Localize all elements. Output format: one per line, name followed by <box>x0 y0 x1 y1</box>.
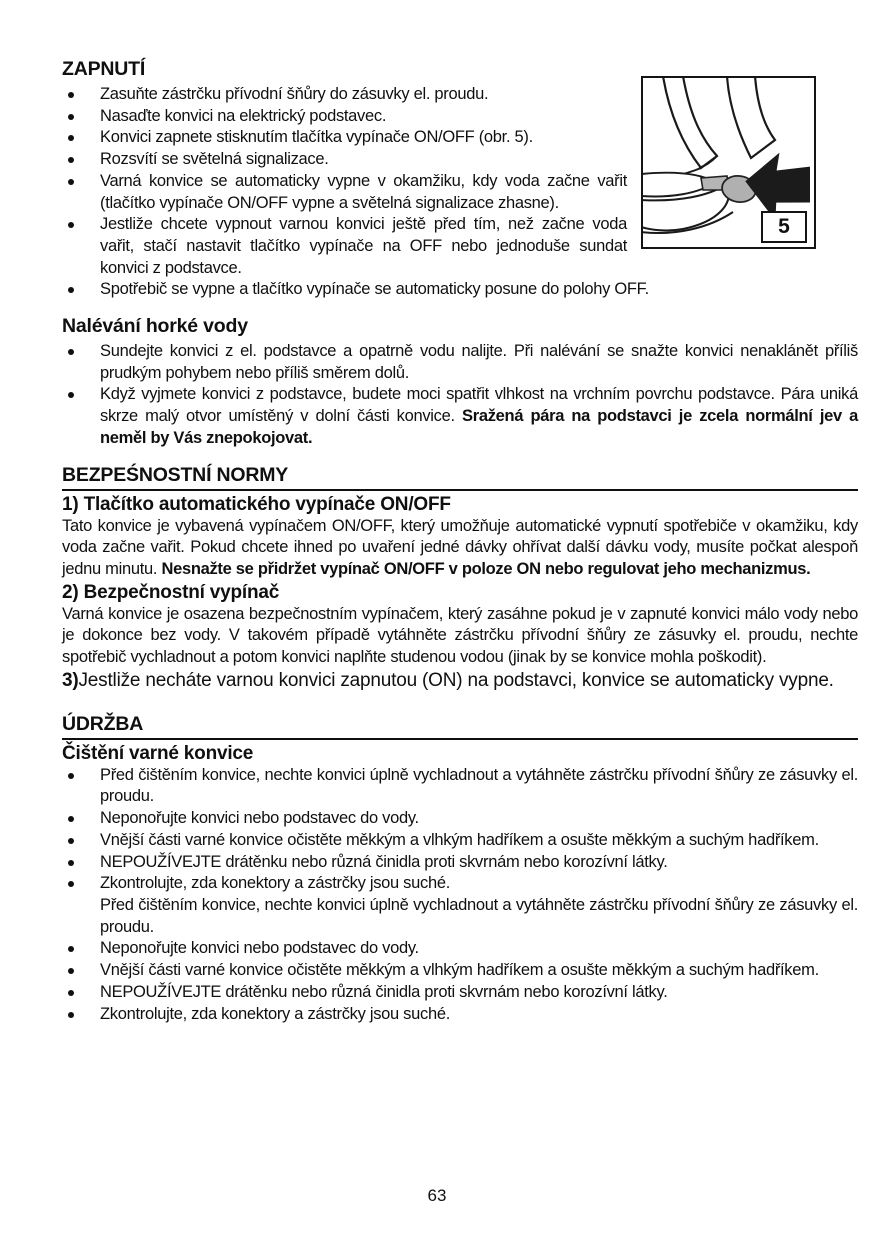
section-nalevani <box>62 315 858 450</box>
emphasized-warning: Nesnažte se přidržet vypínač ON/OFF v poloze ON nebo regulovat jeho mechanizmus. <box>161 559 811 578</box>
section-heading-normy: BEZPEŚNOSTNÍ NORMY <box>62 464 858 491</box>
list-item: Spotřebič se vypne a tlačítko vypínače se automaticky posune do polohy OFF. <box>100 279 858 301</box>
bullet-dot-icon <box>68 1012 74 1018</box>
bullet-dot-icon <box>68 287 74 293</box>
list-item: Rozsvítí se světelná signalizace. <box>100 149 858 171</box>
list-item: Když vyjmete konvici z podstavce, budete moci spatřit vlhkost na vrchním povrchu podstavce. Pára uniká skrze malý otvor umístěný v dolní části konvice. Sražená pára na podstavci je zcela normální jev a neměl by Vás znepokojovat. <box>100 384 858 449</box>
udrzba-list <box>62 765 858 1025</box>
list-item: Před čištěním konvice, nechte konvici úplně vychladnout a vytáhněte zástrčku přívodní šňůry ze zásuvky el. proudu. <box>100 765 858 808</box>
section-heading-zapnuti: ZAPNUTÍ <box>62 58 146 80</box>
zapnuti-list <box>62 84 858 301</box>
paragraph-onoff: Tato konvice je vybavená vypínačem ON/OFF, který umožňuje automatické vypnutí spotřebiče v okamžiku, kdy voda začne vařit. Pokud chcete ihned po uvaření jedné dávky ohřívat další dávku vody, musíte počkat alespoň jednu minutu. Nesnažte se přidržet vypínač ON/OFF v poloze ON nebo regulovat jeho mechanizmus. <box>62 516 858 578</box>
list-item: NEPOUŽÍVEJTE drátěnku nebo různá činidla proti skvrnám nebo korozívní látky. <box>100 852 858 874</box>
bullet-dot-icon <box>68 773 74 779</box>
bullet-dot-icon <box>68 946 74 952</box>
list-item: NEPOUŽÍVEJTE drátěnku nebo různá činidla proti skvrnám nebo korozívní látky. <box>100 982 858 1004</box>
list-item-continuation: Před čištěním konvice, nechte konvici úplně vychladnout a vytáhněte zástrčku přívodní šňůry ze zásuvky el. proudu. <box>100 895 858 936</box>
section-zapnuti <box>62 58 858 301</box>
bullet-dot-icon <box>68 179 74 185</box>
paragraph-item3: 3)Jestliže necháte varnou konvici zapnutou (ON) na podstavci, konvice se automaticky vypne. <box>62 669 834 691</box>
bullet-dot-icon <box>68 222 74 228</box>
list-item: Neponořujte konvici nebo podstavec do vody. <box>100 938 858 960</box>
section-udrzba <box>62 713 858 1025</box>
bullet-dot-icon <box>68 860 74 866</box>
list-item: Varná konvice se automaticky vypne v okamžiku, kdy voda začne vařit (tlačítko vypínače ON/OFF vypne a světelná signalizace zhasne). <box>100 171 858 214</box>
bullet-dot-icon <box>68 135 74 141</box>
page-number: 63 <box>427 1186 447 1205</box>
list-item: Vnější části varné konvice očistěte měkkým a vlhkým hadříkem a osušte měkkým a suchým hadříkem. <box>100 830 858 852</box>
bullet-dot-icon <box>68 157 74 163</box>
subheading-cisteni: Čištění varné konvice <box>62 742 254 764</box>
list-item: Nasaďte konvici na elektrický podstavec. <box>100 106 858 128</box>
nalevani-list <box>62 341 858 450</box>
page-content <box>62 58 858 1025</box>
section-heading-udrzba: ÚDRŽBA <box>62 713 858 740</box>
item3-number: 3) <box>62 669 79 691</box>
bullet-dot-icon <box>68 881 74 887</box>
figure-number-badge: 5 <box>761 211 807 243</box>
section-heading-nalevani: Nalévání horké vody <box>62 315 248 338</box>
paragraph-safety: Varná konvice je osazena bezpečnostním vypínačem, který zasáhne pokud je v zapnuté konvici málo vody nebo je dokonce bez vody. V takovém případě vytáhněte zástrčku přívodní šňůry ze zásuvky el. proudu, nechte spotřebič vychladnout a potom konvici naplňte studenou vodou (jinak by se konvice mohla poškodit). <box>62 604 858 667</box>
emphasized-note: Sražená pára na podstavci je zcela normální jev a neměl by Vás znepokojovat. <box>100 407 858 447</box>
list-item: Konvici zapnete stisknutím tlačítka vypínače ON/OFF (obr. 5). <box>100 127 858 149</box>
list-item: Neponořujte konvici nebo podstavec do vody. <box>100 808 858 830</box>
list-item: Zkontrolujte, zda konektory a zástrčky jsou suché. Před čištěním konvice, nechte konvici úplně vychladnout a vytáhněte zástrčku přívodní šňůry ze zásuvky el. proudu. <box>100 873 858 938</box>
bullet-dot-icon <box>68 990 74 996</box>
bullet-dot-icon <box>68 392 74 398</box>
bullet-dot-icon <box>68 349 74 355</box>
bullet-dot-icon <box>68 816 74 822</box>
bullet-dot-icon <box>68 838 74 844</box>
bullet-dot-icon <box>68 114 74 120</box>
list-item: Vnější části varné konvice očistěte měkkým a vlhkým hadříkem a osušte měkkým a suchým hadříkem. <box>100 960 858 982</box>
bullet-dot-icon <box>68 92 74 98</box>
list-item: Zkontrolujte, zda konektory a zástrčky jsou suché. <box>100 1004 858 1026</box>
bullet-dot-icon <box>68 968 74 974</box>
section-normy <box>62 464 858 693</box>
list-item: Jestliže chcete vypnout varnou konvici ještě před tím, než začne voda vařit, stačí nastavit tlačítko vypínače na OFF nebo jednoduše sundat konvici z podstavce. <box>100 214 858 279</box>
subheading-safety-switch: 2) Bezpečnostní vypínač <box>62 581 280 603</box>
subheading-onoff-switch: 1) Tlačítko automatického vypínače ON/OFF <box>62 493 451 515</box>
list-item: Sundejte konvici z el. podstavce a opatrně vodu nalijte. Při nalévání se snažte konvici nenaklánět příliš prudkým pohybem nebo příliš směrem dolů. <box>100 341 858 384</box>
list-item: Zasuňte zástrčku přívodní šňůry do zásuvky el. proudu. <box>100 84 858 106</box>
